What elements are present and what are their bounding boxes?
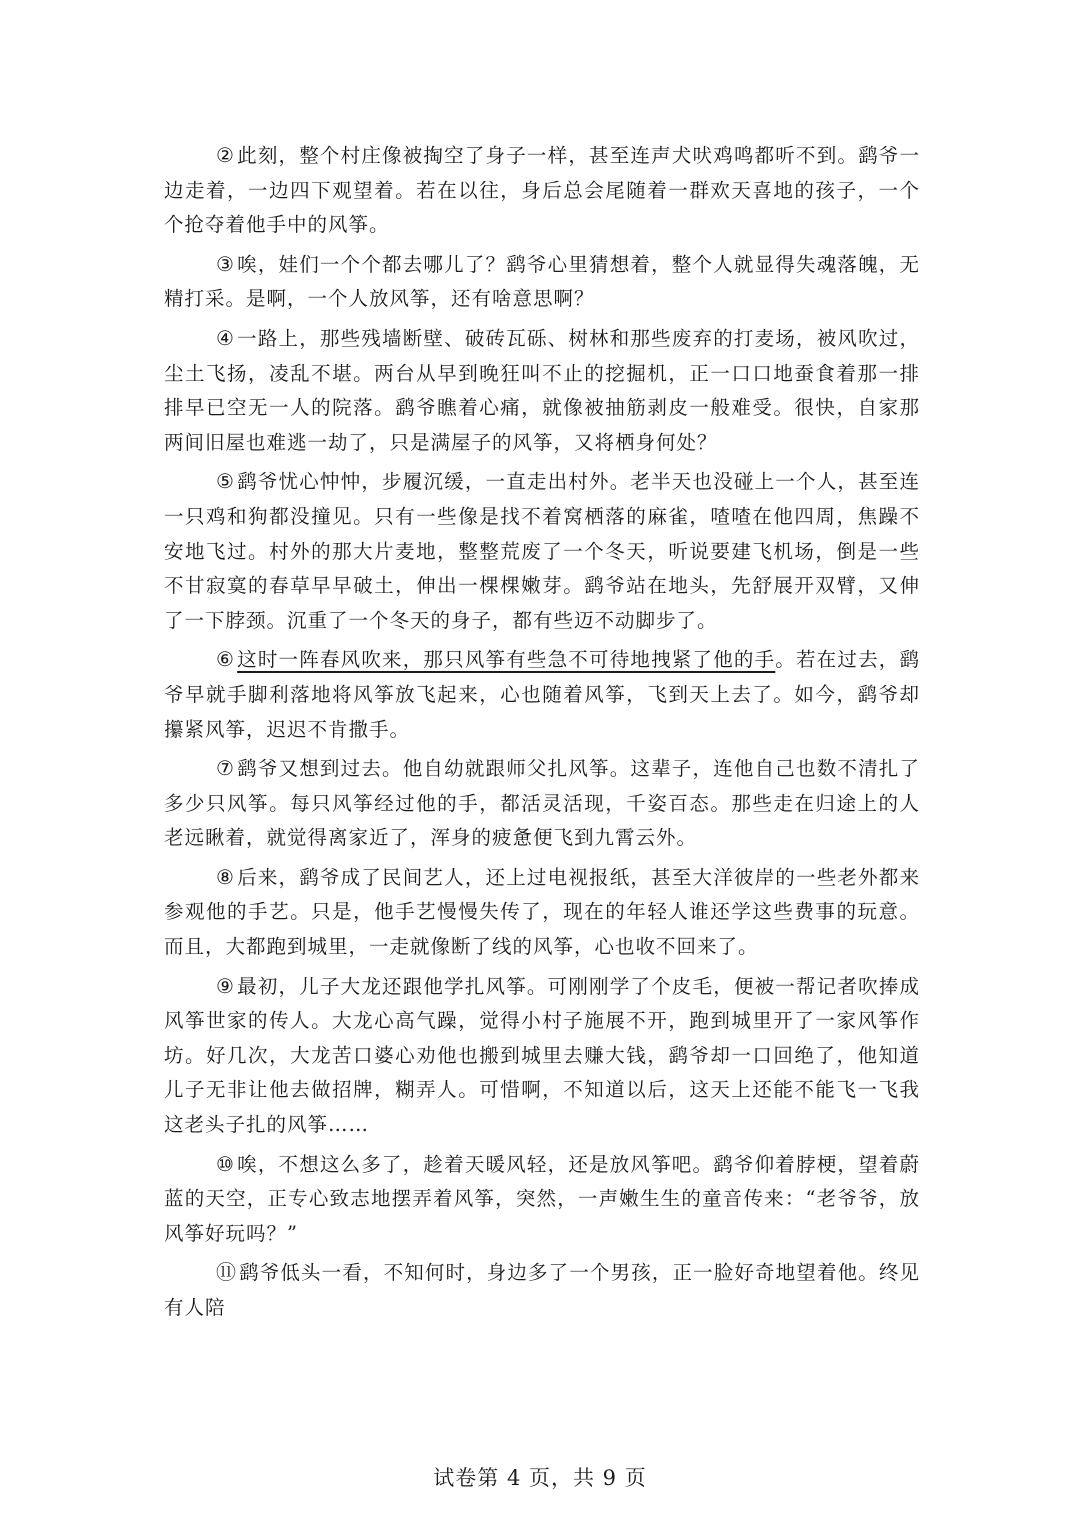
paragraph-number: ⑧ bbox=[216, 864, 236, 889]
paragraph-10 bbox=[164, 1147, 920, 1252]
underlined-sentence: 这时一阵春风吹来，那只风筝有些急不可待地拽紧了他的手 bbox=[237, 648, 776, 672]
paragraph-text: 此刻，整个村庄像被掏空了身子一样，甚至连声犬吠鸡鸣都听不到。鹞爷一边走着，一边四下观望着。若在以往，身后总会尾随着一群欢天喜地的孩子，一个个抢夺着他手中的风筝。 bbox=[164, 144, 920, 237]
article-body bbox=[164, 138, 920, 1330]
paragraph-5 bbox=[164, 464, 920, 638]
paragraph-11 bbox=[164, 1255, 920, 1325]
paragraph-6 bbox=[164, 642, 920, 747]
paragraph-text: 鹞爷忧心忡忡，步履沉缓，一直走出村外。老半天也没碰上一个人，甚至连一只鸡和狗都没撞见。只有一些像是找不着窝栖落的麻雀，喳喳在他四周，焦躁不安地飞过。村外的那大片麦地，整整荒废了一个冬天，听说要建飞机场，倒是一些不甘寂寞的春草早早破土，伸出一棵棵嫩芽。鹞爷站在地头，先舒展开双臂，又伸了一下脖颈。沉重了一个冬天的身子，都有些迈不动脚步了。 bbox=[164, 470, 920, 632]
paragraph-7 bbox=[164, 751, 920, 856]
paragraph-text: 后来，鹞爷成了民间艺人，还上过电视报纸，甚至大洋彼岸的一些老外都来参观他的手艺。只是，他手艺慢慢失传了，现在的年轻人谁还学这些费事的玩意。而且，大都跑到城里，一走就像断了线的风筝，心也收不回来了。 bbox=[164, 865, 920, 959]
paragraph-2 bbox=[164, 138, 920, 243]
paragraph-9 bbox=[164, 969, 920, 1143]
paragraph-8 bbox=[164, 860, 920, 965]
paragraph-number: ⑨ bbox=[216, 973, 236, 998]
paragraph-text: 。若在过去，鹞爷早就手脚利落地将风筝放飞起来，心也随着风筝，飞到天上去了。如今，鹞爷却攥紧风筝，迟迟不肯撒手。 bbox=[164, 648, 920, 741]
paragraph-number: ⑥ bbox=[216, 647, 236, 672]
paragraph-text: 鹞爷又想到过去。他自幼就跟师父扎风筝。这辈子，连他自己也数不清扎了多少只风筝。每只风筝经过他的手，都活灵活现，千姿百态。那些走在归途上的人老远瞅着，就觉得离家近了，浑身的疲惫便飞到九霄云外。 bbox=[164, 757, 920, 850]
paragraph-text: 最初，儿子大龙还跟他学扎风筝。可刚刚学了个皮毛，便被一帮记者吹捧成风筝世家的传人。大龙心高气躁，觉得小村子施展不开，跑到城里开了一家风筝作坊。好几次，大龙苦口婆心劝他也搬到城里去赚大钱，鹞爷却一口回绝了，他知道儿子无非让他去做招牌，糊弄人。可惜啊，不知道以后，这天上还能不能飞一飞我这老头子扎的风筝…… bbox=[164, 974, 920, 1137]
paragraph-text: 鹞爷低头一看，不知何时，身边多了一个男孩，正一脸好奇地望着他。终见有人陪 bbox=[164, 1261, 920, 1319]
paragraph-3 bbox=[164, 247, 920, 317]
paragraph-text: 一路上，那些残墙断壁、破砖瓦砾、树林和那些废弃的打麦场，被风吹过，尘土飞扬，凌乱不堪。两台从早到晚狂叫不止的挖掘机，正一口口地蚕食着那一排排早已空无一人的院落。鹞爷瞧着心痛，就像被抽筋剥皮一般难受。很快，自家那两间旧屋也难逃一劫了，只是满屋子的风筝，又将栖身何处？ bbox=[164, 326, 920, 454]
page-footer: 试卷第 4 页，共 9 页 bbox=[433, 1466, 647, 1490]
paragraph-number: ⑦ bbox=[216, 756, 236, 781]
paragraph-text: 唉，不想这么多了，趁着天暖风轻，还是放风筝吧。鹞爷仰着脖梗，望着蔚蓝的天空，正专心致志地摆弄着风筝，突然，一声嫩生生的童音传来：“老爷爷，放风筝好玩吗？” bbox=[164, 1152, 920, 1245]
paragraph-text: 唉，娃们一个个都去哪儿了？鹞爷心里猜想着，整个人就显得失魂落魄，无精打采。是啊，一个人放风筝，还有啥意思啊？ bbox=[164, 252, 920, 311]
paragraph-number: ⑤ bbox=[216, 469, 236, 494]
paragraph-number: ⑪ bbox=[216, 1260, 238, 1285]
paragraph-4 bbox=[164, 321, 920, 460]
paragraph-number: ⑩ bbox=[216, 1151, 236, 1176]
paragraph-number: ③ bbox=[216, 251, 236, 276]
paragraph-number: ④ bbox=[216, 325, 236, 350]
paragraph-number: ② bbox=[216, 143, 236, 167]
